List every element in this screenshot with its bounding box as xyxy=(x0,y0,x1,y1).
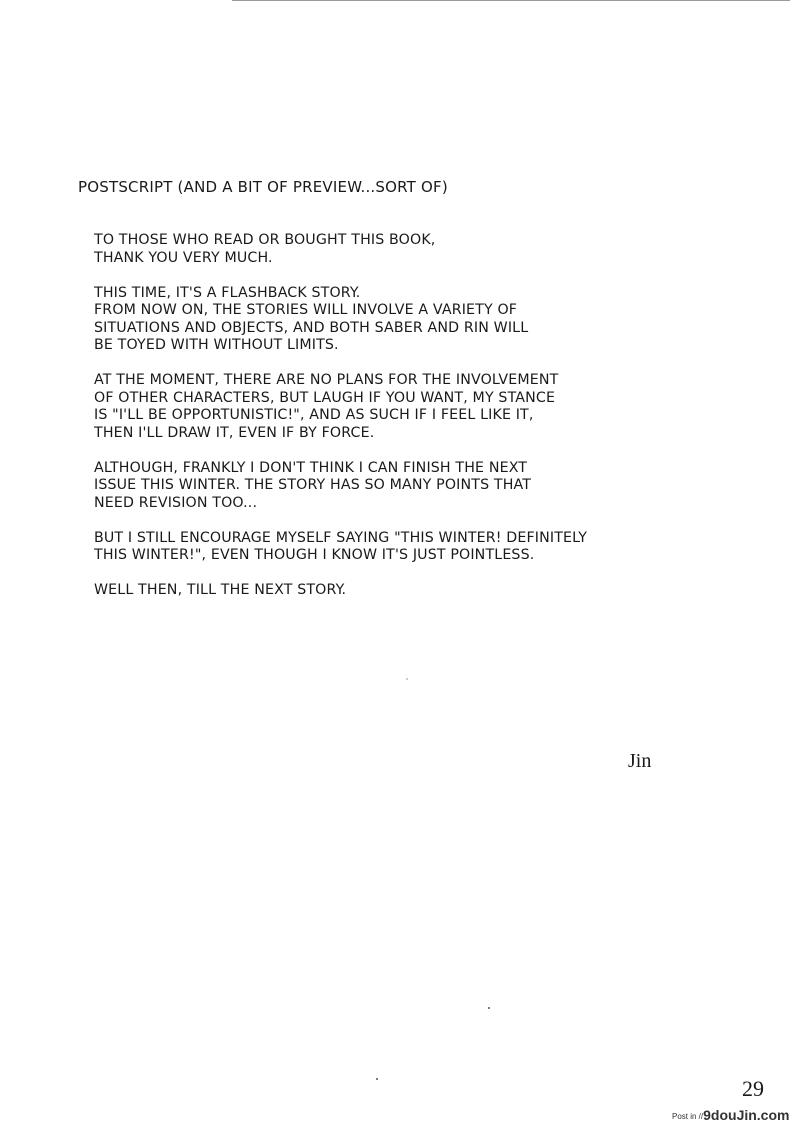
paragraph-next-issue xyxy=(94,460,694,513)
speck-mark xyxy=(376,1078,378,1080)
speck-mark xyxy=(488,1007,490,1009)
author-signature: Jin xyxy=(628,750,652,772)
text-line: NEED REVISION TOO... xyxy=(94,494,258,511)
speck-mark xyxy=(406,678,408,680)
text-line: IS "I'LL BE OPPORTUNISTIC!", AND AS SUCH IF I FEEL LIKE IT, xyxy=(94,407,534,423)
text-line: OF OTHER CHARACTERS, BUT LAUGH IF YOU WANT, MY STANCE xyxy=(94,389,556,406)
text-line: THIS WINTER!", EVEN THOUGH I KNOW IT'S JUST POINTLESS. xyxy=(94,547,535,563)
text-line: WELL THEN, TILL THE NEXT STORY. xyxy=(94,582,347,598)
postscript-heading: POSTSCRIPT (AND A BIT OF PREVIEW...SORT OF) xyxy=(78,178,448,196)
site-watermark xyxy=(672,1107,789,1125)
page-number: 29 xyxy=(742,1076,764,1101)
text-line: SITUATIONS AND OBJECTS, AND BOTH SABER AND RIN WILL xyxy=(94,319,529,336)
text-line: ALTHOUGH, FRANKLY I DON'T THINK I CAN FINISH THE NEXT xyxy=(94,459,528,476)
text-line: THANK YOU VERY MUCH. xyxy=(94,249,273,266)
paragraph-encourage xyxy=(94,530,694,565)
watermark-prefix: Post in // xyxy=(672,1112,704,1121)
text-line: AT THE MOMENT, THERE ARE NO PLANS FOR THE INVOLVEMENT xyxy=(94,372,559,388)
paragraph-farewell xyxy=(94,582,694,600)
text-line: THIS TIME, IT'S A FLASHBACK STORY. xyxy=(94,284,361,301)
text-line: BUT I STILL ENCOURAGE MYSELF SAYING "THIS WINTER! DEFINITELY xyxy=(94,529,588,546)
text-line: THEN I'LL DRAW IT, EVEN IF BY FORCE. xyxy=(94,424,375,441)
text-line: FROM NOW ON, THE STORIES WILL INVOLVE A VARIETY OF xyxy=(94,302,518,318)
paragraph-characters xyxy=(94,372,694,442)
text-line: TO THOSE WHO READ OR BOUGHT THIS BOOK, xyxy=(94,232,436,248)
paragraph-flashback xyxy=(94,285,694,355)
postscript-body xyxy=(94,232,694,617)
paragraph-thanks xyxy=(94,232,694,267)
text-line: ISSUE THIS WINTER. THE STORY HAS SO MANY POINTS THAT xyxy=(94,477,532,493)
top-rule xyxy=(232,0,790,1)
text-line: BE TOYED WITH WITHOUT LIMITS. xyxy=(94,337,339,353)
watermark-site: 9douJin.com xyxy=(703,1107,790,1123)
